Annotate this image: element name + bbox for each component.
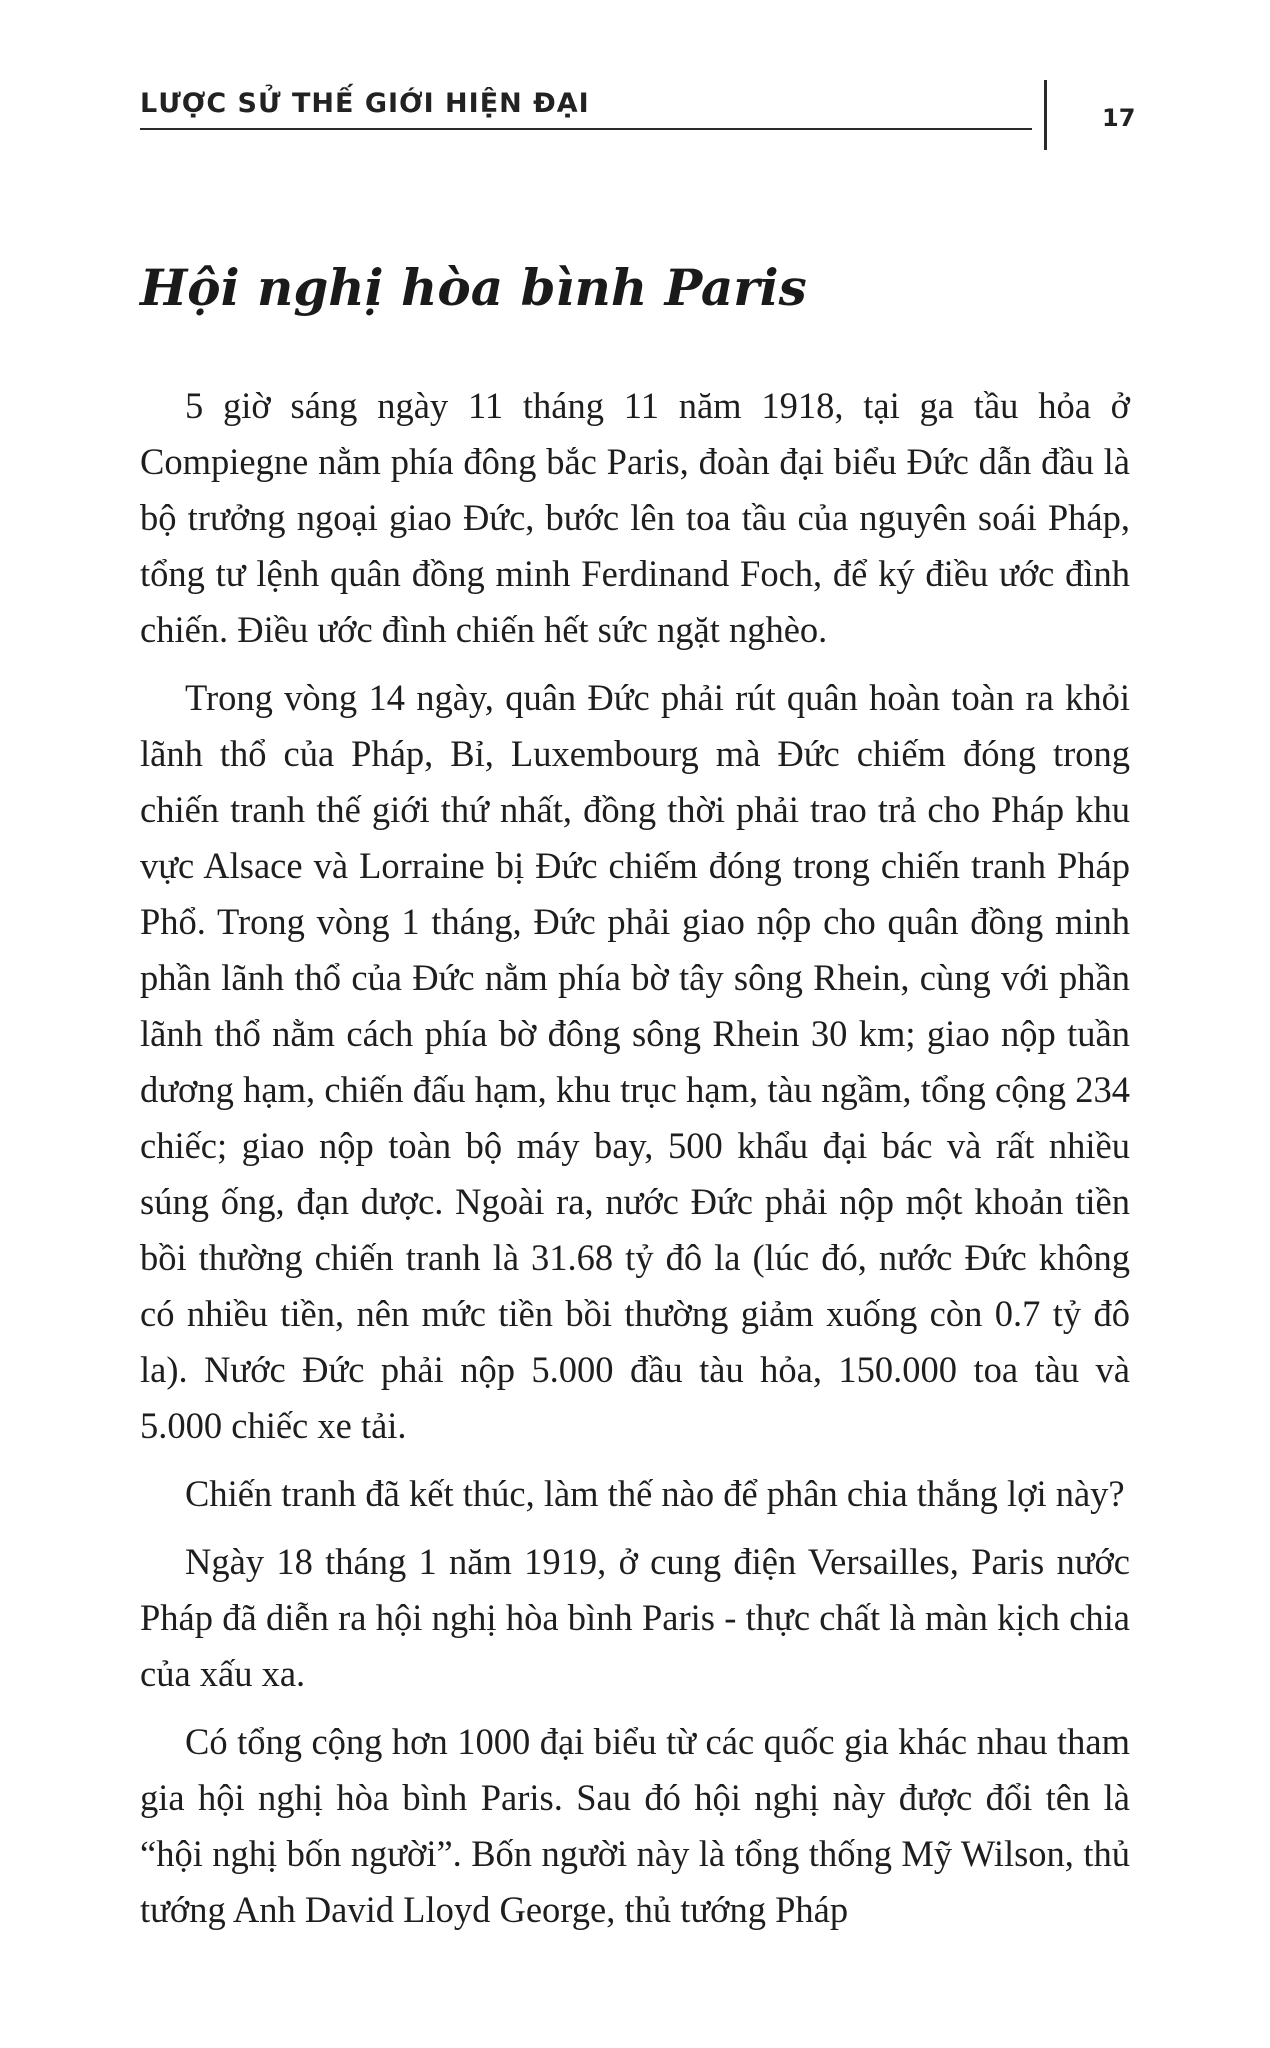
chapter-title: Hội nghị hòa bình Paris xyxy=(140,258,807,317)
paragraph: Ngày 18 tháng 1 năm 1919, ở cung điện Versailles, Paris nước Pháp đã diễn ra hội nghị hòa bình Paris - thực chất là màn kịch chia của xấu xa. xyxy=(140,1541,1130,1694)
paragraph: Chiến tranh đã kết thúc, làm thế nào để phân chia thắng lợi này? xyxy=(185,1473,1125,1514)
page-number: 17 xyxy=(1102,104,1136,132)
paragraph: Có tổng cộng hơn 1000 đại biểu từ các quốc gia khác nhau tham gia hội nghị hòa bình Paris. Sau đó hội nghị này được đổi tên là “hội nghị bốn người”. Bốn người này là tổng thống Mỹ Wilson, thủ tướng Anh David Lloyd George, thủ tướng Pháp xyxy=(140,1721,1130,1930)
header-divider xyxy=(1044,80,1047,150)
paragraph: 5 giờ sáng ngày 11 tháng 11 năm 1918, tại ga tầu hỏa ở Compiegne nằm phía đông bắc Paris, đoàn đại biểu Đức dẫn đầu là bộ trưởng ngoại giao Đức, bước lên toa tầu của nguyên soái Pháp, tổng tư lệnh quân đồng minh Ferdinand Foch, để ký điều ước đình chiến. Điều ước đình chiến hết sức ngặt nghèo. xyxy=(140,385,1130,650)
running-title: LƯỢC SỬ THẾ GIỚI HIỆN ĐẠI xyxy=(140,88,590,119)
running-header xyxy=(140,84,1032,130)
paragraph: Trong vòng 14 ngày, quân Đức phải rút quân hoàn toàn ra khỏi lãnh thổ của Pháp, Bỉ, Luxembourg mà Đức chiếm đóng trong chiến tranh thế giới thứ nhất, đồng thời phải trao trả cho Pháp khu vực Alsace và Lorraine bị Đức chiếm đóng trong chiến tranh Pháp Phổ. Trong vòng 1 tháng, Đức phải giao nộp cho quân đồng minh phần lãnh thổ của Đức nằm phía bờ tây sông Rhein, cùng với phần lãnh thổ nằm cách phía bờ đông sông Rhein 30 km; giao nộp tuần dương hạm, chiến đấu hạm, khu trục hạm, tàu ngầm, tổng cộng 234 chiếc; giao nộp toàn bộ máy bay, 500 khẩu đại bác và rất nhiều súng ống, đạn dược. Ngoài ra, nước Đức phải nộp một khoản tiền bồi thường chiến tranh là 31.68 tỷ đô la (lúc đó, nước Đức không có nhiều tiền, nên mức tiền bồi thường giảm xuống còn 0.7 tỷ đô la). Nước Đức phải nộp 5.000 đầu tàu hỏa, 150.000 toa tàu và 5.000 chiếc xe tải. xyxy=(140,677,1130,1446)
body-text xyxy=(140,378,1130,1938)
